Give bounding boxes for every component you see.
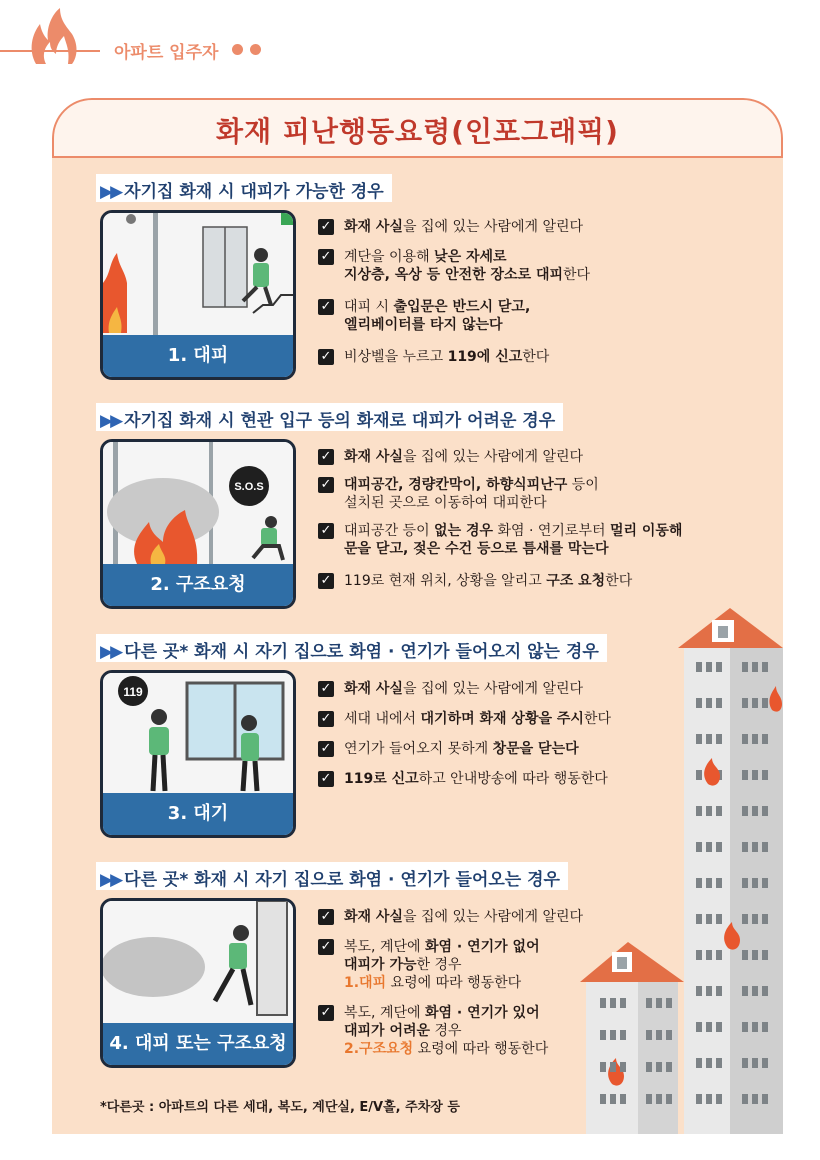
checkbox-checked-icon: ✓: [318, 477, 334, 493]
checklist-4: [318, 908, 688, 1070]
checkbox-checked-icon: ✓: [318, 741, 334, 757]
arrow-right-icon: ▶▶: [100, 642, 121, 662]
checklist-text: 등이: [567, 477, 599, 493]
checklist-text: 요령에 따라 행동한다: [386, 975, 522, 991]
checklist-text: 화재 사실: [344, 219, 403, 235]
checklist-text: 복도, 계단에: [344, 939, 425, 955]
checklist-text: 설치된 곳으로 이동하여 대피한다: [344, 495, 547, 511]
checklist-text: 화염 · 연기가 없어: [424, 939, 540, 955]
checkbox-checked-icon: ✓: [318, 449, 334, 465]
checklist-text: 비상벨을 누르고: [344, 349, 448, 365]
checklist-text: 화염 · 연기로부터: [493, 523, 610, 539]
header-dot: [250, 44, 261, 55]
checklist-text: 119에 신고: [447, 349, 523, 365]
checklist-item: [318, 740, 688, 758]
checklist-text: 지상층, 옥상 등 안전한 장소로 대피: [344, 267, 564, 283]
checklist-text: 문을 닫고, 젖은 수건 등으로: [344, 541, 523, 557]
checklist-text: 1.대피: [344, 975, 387, 991]
checklist-item: [318, 248, 688, 284]
page-title: 화재 피난행동요령(인포그래픽): [216, 115, 619, 148]
checklist-item: [318, 522, 688, 558]
checklist-text: 하고 안내방송에 따라 행동한다: [418, 771, 608, 787]
checklist-text: 을 집에 있는 사람에게 알린다: [402, 449, 584, 465]
checkbox-checked-icon: ✓: [318, 711, 334, 727]
checklist-text: 요령에 따라 행동한다: [413, 1041, 549, 1057]
checklist-item: [318, 680, 688, 698]
checklist-text: 을 집에 있는 사람에게 알린다: [402, 681, 584, 697]
checklist-text: 낮은 자세로: [434, 249, 507, 265]
checklist-text: 한다: [583, 711, 611, 727]
checklist-item: [318, 476, 688, 512]
section-heading-text: 자기집 화재 시 현관 입구 등의 화재로 대피가 어려운 경우: [124, 411, 556, 431]
checklist-text: 대피 시: [344, 299, 394, 315]
section-heading-1: [96, 174, 392, 202]
title-rule: [52, 156, 783, 158]
arrow-right-icon: ▶▶: [100, 870, 121, 890]
checkbox-checked-icon: ✓: [318, 939, 334, 955]
checklist-text: 출입문은 반드시 닫고,: [393, 299, 531, 315]
section-heading-3: [96, 634, 607, 662]
checklist-item: [318, 908, 688, 926]
checklist-text: 화염 · 연기가 있어: [424, 1005, 540, 1021]
checklist-item: [318, 710, 688, 728]
checkbox-checked-icon: ✓: [318, 523, 334, 539]
card-label: 2. 구조요청: [103, 564, 293, 606]
checklist-1: [318, 218, 688, 380]
checklist-2: [318, 448, 688, 600]
checklist-text: 틈새를 막는다: [522, 541, 609, 557]
header-rule: [0, 50, 100, 52]
checklist-text: 119로 현재 위치, 상황을 알리고: [344, 573, 547, 589]
checklist-text: 화재 사실: [344, 909, 403, 925]
checklist-text: 엘리베이터를 타지 않는다: [344, 317, 503, 333]
checklist-3: [318, 680, 688, 800]
checkbox-checked-icon: ✓: [318, 219, 334, 235]
checkbox-checked-icon: ✓: [318, 909, 334, 925]
checklist-text: 한다: [563, 267, 591, 283]
card-label: 4. 대피 또는 구조요청: [103, 1023, 293, 1065]
section-heading-text: 다른 곳* 화재 시 자기 집으로 화염 · 연기가 들어오는 경우: [124, 870, 560, 890]
card-evacuate: [100, 210, 296, 380]
checklist-item: [318, 348, 688, 366]
checklist-text: 대피가 가능: [344, 957, 417, 973]
checkbox-checked-icon: ✓: [318, 1005, 334, 1021]
checklist-text: 창문을 닫는다: [492, 741, 579, 757]
arrow-right-icon: ▶▶: [100, 182, 121, 202]
arrow-right-icon: ▶▶: [100, 411, 121, 431]
checklist-text: 대피공간, 경량칸막이, 하향식피난구: [344, 477, 568, 493]
checkbox-checked-icon: ✓: [318, 349, 334, 365]
checklist-text: 복도, 계단에: [344, 1005, 425, 1021]
checklist-text: 한다: [522, 349, 550, 365]
checklist-text: 경우: [430, 1023, 462, 1039]
footnote: *다른곳 : 아파트의 다른 세대, 복도, 계단실, E/V홀, 주차장 등: [100, 1100, 460, 1115]
call-bubble-text: 119: [123, 685, 143, 699]
checklist-text: 연기가 들어오지 못하게: [344, 741, 493, 757]
header-dot: [232, 44, 243, 55]
header-category: 아파트 입주자: [114, 43, 219, 63]
checklist-item: [318, 218, 688, 236]
section-heading-text: 다른 곳* 화재 시 자기 집으로 화염 · 연기가 들어오지 않는 경우: [124, 642, 599, 662]
checkbox-checked-icon: ✓: [318, 771, 334, 787]
checklist-item: [318, 572, 688, 590]
card-wait: [100, 670, 296, 838]
card-label: 3. 대기: [103, 793, 293, 835]
checkbox-checked-icon: ✓: [318, 573, 334, 589]
checklist-text: 2.구조요청: [344, 1041, 414, 1057]
checklist-text: 한 경우: [416, 957, 462, 973]
checkbox-checked-icon: ✓: [318, 249, 334, 265]
checkbox-checked-icon: ✓: [318, 299, 334, 315]
checklist-item: [318, 1004, 688, 1058]
checklist-text: 멀리 이동해: [609, 523, 683, 539]
checklist-text: 을 집에 있는 사람에게 알린다: [402, 219, 584, 235]
card-label: 1. 대피: [103, 335, 293, 377]
checklist-text: 119로 신고: [344, 771, 419, 787]
checklist-text: 계단을 이용해: [344, 249, 435, 265]
checklist-text: 화재 사실: [344, 681, 403, 697]
section-heading-text: 자기집 화재 시 대피가 가능한 경우: [124, 182, 384, 202]
card-evacuate-or-rescue: [100, 898, 296, 1068]
checklist-text: 화재 사실: [344, 449, 403, 465]
checklist-text: 을 집에 있는 사람에게 알린다: [402, 909, 584, 925]
flame-logo-icon: [22, 4, 86, 68]
section-heading-4: [96, 862, 568, 890]
page-header: [0, 0, 820, 80]
checklist-item: [318, 770, 688, 788]
sos-bubble-text: S.O.S: [234, 481, 264, 493]
checklist-item: [318, 448, 688, 466]
checkbox-checked-icon: ✓: [318, 681, 334, 697]
checklist-text: 대기하며 화재 상황을 주시: [420, 711, 584, 727]
checklist-text: 대피공간 등이: [344, 523, 435, 539]
checklist-text: 구조 요청: [546, 573, 606, 589]
checklist-text: 한다: [605, 573, 633, 589]
checklist-text: 대피가 어려운: [344, 1023, 431, 1039]
section-heading-2: [96, 403, 563, 431]
checklist-text: 없는 경우: [434, 523, 494, 539]
checklist-item: [318, 298, 688, 334]
checklist-text: 세대 내에서: [344, 711, 421, 727]
card-rescue-request: [100, 439, 296, 609]
checklist-item: [318, 938, 688, 992]
